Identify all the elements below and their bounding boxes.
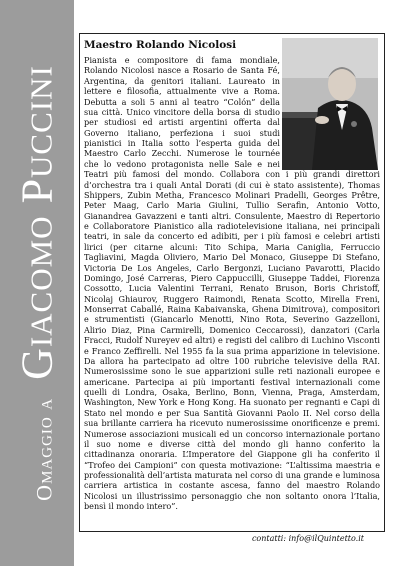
biography-heading: Maestro Rolando Nicolosi: [84, 39, 237, 51]
side-title-small: Omaggio a: [31, 397, 57, 501]
biography-paragraph: Pianista e compositore di fama mondiale, Rolando Nicolosi nasce a Rosario de Santa Fé, Argentina, da genitori italiani. Laureato in lettere e filosofia, attualmente vive a Roma. Debutta a soli 5 anni al teatro “Colón” della sua città. Unico vincitore della borsa di studio per studiosi ed artisti argentini offerta dal Governo italiano, perfeziona i suoi studi pianistici in Italia sotto l’esperta guida del Maestro Carlo Zecchi. Numerose le tournée che lo vedono protagonista nelle Sale e nei Teatri più famosi del mondo. Collabora con i più grandi direttori d’orchestra tra i quali Antal Dorati (di cui è stato assistente), Thomas Shippers, Zubin Metha, Francesco Molinari Pradelli, Georges Prêtre, Peter Maag, Carlo Maria Giulini, Tullio Serafin, Antonio Votto, Gianandrea Gavazzeni e tanti altri. Consulente, Maestro di Repertorio e Collaboratore Pianistico alla radiotelevisione italiana, nei principali teatri, in sale da concerto ed adibiti, per i più famosi e celebri artisti lirici (per citarne alcuni: Tito Schipa, Maria Caniglia, Ferruccio Tagliavini, Magda Oliviero, Mario Del Monaco, Giuseppe Di Stefano, Victoria De Los Angeles, Carlo Bergonzi, Luciano Pavarotti, Placido Domingo, José Carreras, Piero Cappuccilli, Giuseppe Taddei, Fiorenza Cossotto, Lucia Valentini Terrani, Renato Bruson, Boris Christoff, Nicolaj Ghiaurov, Ruggero Raimondi, Renata Scotto, Mirella Freni, Monserrat Caballé, Raina Kabaivanska, Ghena Dimitrova), compositori e strumentisti (Giancarlo Menotti, Nino Rota, Severino Gazzelloni, Alirio Diaz, Pina Carmirelli, Domenico Ceccarossi), danzatori (Carla Fracci, Rudolf Nureyev ed altri) e registi del calibro di Luchino Visconti e Franco Zeffirelli. Nel 1955 fa la sua prima apparizione in televisione. Da allora ha partecipato ad oltre 100 rubriche televisive della RAI. Numerosissime sono le sue apparizioni sulle reti nazionali europee e americane. Partecipa ai più importanti festival internazionali come quelli di Londra, Osaka, Berlino, Bonn, Vienna, Praga, Amsterdam, Washington, New York e Hong Kong. Ha suonato per regnanti e Capi di Stato nel mondo e per Sua Santità Giovanni Paolo II. Nel corso della sua brillante carriera ha ricevuto numerosissime onorificenze e premi. Numerose associazioni musicali ed un concorso internazionale portano il suo nome e diverse città del mondo gli hanno conferito la cittadinanza onoraria. L’Imperatore del Giappone gli ha conferito il “Trofeo dei Campioni” con questa motivazione: “L’altissima maestria e professionalità dell’artista maturata nel corso di una grande e luminosa carriera artistica in costante ascesa, fanno del maestro Rolando Nicolosi un illustrissimo personaggio che non soltanto onora l’Italia, bensì il mondo intero”.: [84, 55, 380, 512]
side-title-big: Giacomo Puccini: [12, 65, 62, 380]
biography-text: [84, 55, 380, 512]
contacts-line: contatti: info@ilQuintetto.it: [251, 534, 364, 543]
photo-spacer: [280, 55, 380, 167]
side-title-wrap: [0, 0, 74, 566]
side-title: [12, 65, 63, 501]
